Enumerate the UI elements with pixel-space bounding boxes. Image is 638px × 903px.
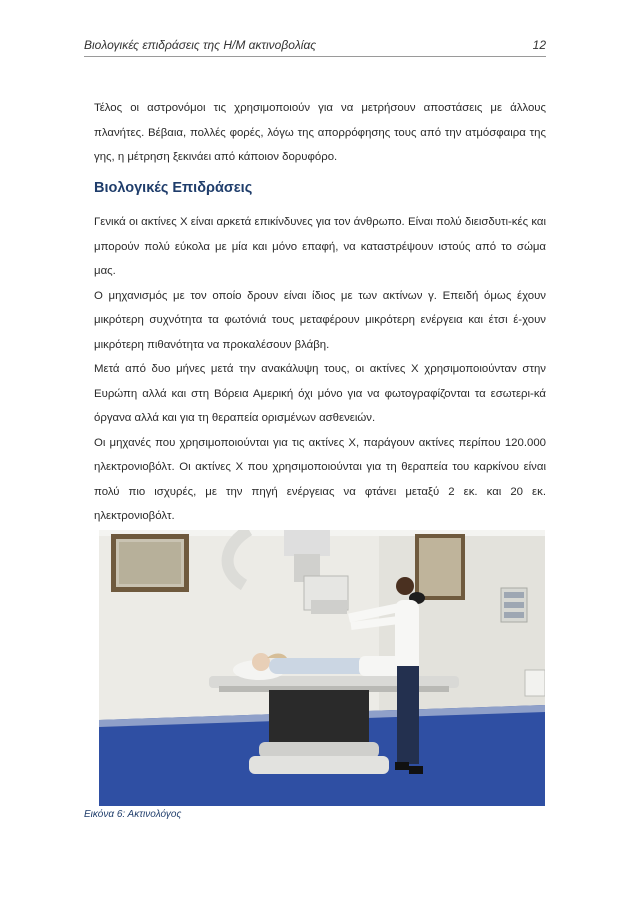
- body-paragraph-4: Οι μηχανές που χρησιμοποιούνται για τις ακτίνες Χ, παράγουν ακτίνες περίπου 120.000 ηλεκτρονιοβόλτ. Οι ακτίνες Χ που χρησιμοποιούνται για τη θεραπεία του καρκίνου είναι πολύ πιο ισχυρές, με την πηγή ενέργειας να φτάνει μεταξύ 2 εκ. και 20 εκ. ηλεκτρονιοβόλτ.: [94, 436, 546, 522]
- radiographer-illustration: [99, 530, 545, 806]
- page-number: 12: [532, 38, 546, 52]
- body-paragraph-3: Μετά από δυο μήνες μετά την ανακάλυψη τους, οι ακτίνες Χ χρησιμοποιούνταν στην Ευρώπη αλλά και στη Βόρεια Αμερική όχι μόνο για να φωτογραφίζονται τα εσωτερι-κά όργανα αλλά και για τη θεραπεία ορισμένων ασθενειών.: [94, 363, 546, 424]
- figure-caption: Εικόνα 6: Ακτινολόγος: [84, 809, 182, 820]
- radiographer-photo: [99, 530, 545, 806]
- intro-paragraph-block: [94, 96, 546, 170]
- section-body: [94, 210, 546, 529]
- intro-paragraph: Τέλος οι αστρονόμοι τις χρησιμοποιούν για να μετρήσουν αποστάσεις με άλλους πλανήτες. Βέβαια, πολλές φορές, λόγω της απορρόφησης τους από την ατμόσφαιρα της γης, η μέτρηση ξεκινάει από κάποιον δορυφόρο.: [94, 102, 546, 163]
- running-header: [84, 36, 546, 57]
- body-paragraph-1: Γενικά οι ακτίνες Χ είναι αρκετά επικίνδυνες για τον άνθρωπο. Είναι πολύ διεισδυτι-κές και μπορούν πολύ εύκολα με μία και μόνο επαφή, να καταστρέψουν ιστούς από το σώμα μας.: [94, 216, 546, 277]
- header-title: Βιολογικές επιδράσεις της Η/Μ ακτινοβολίας: [84, 38, 317, 52]
- body-paragraph-2: Ο μηχανισμός με τον οποίο δρουν είναι ίδιος με των ακτίνων γ. Επειδή όμως έχουν μικρότερη συχνότητα τα φωτόνιά τους μεταφέρουν μικρότερη ενέργεια και έτσι έ-χουν μικρότερη πιθανότητα να προκαλέσουν βλάβη.: [94, 289, 546, 351]
- section-heading: Βιολογικές Επιδράσεις: [94, 180, 253, 196]
